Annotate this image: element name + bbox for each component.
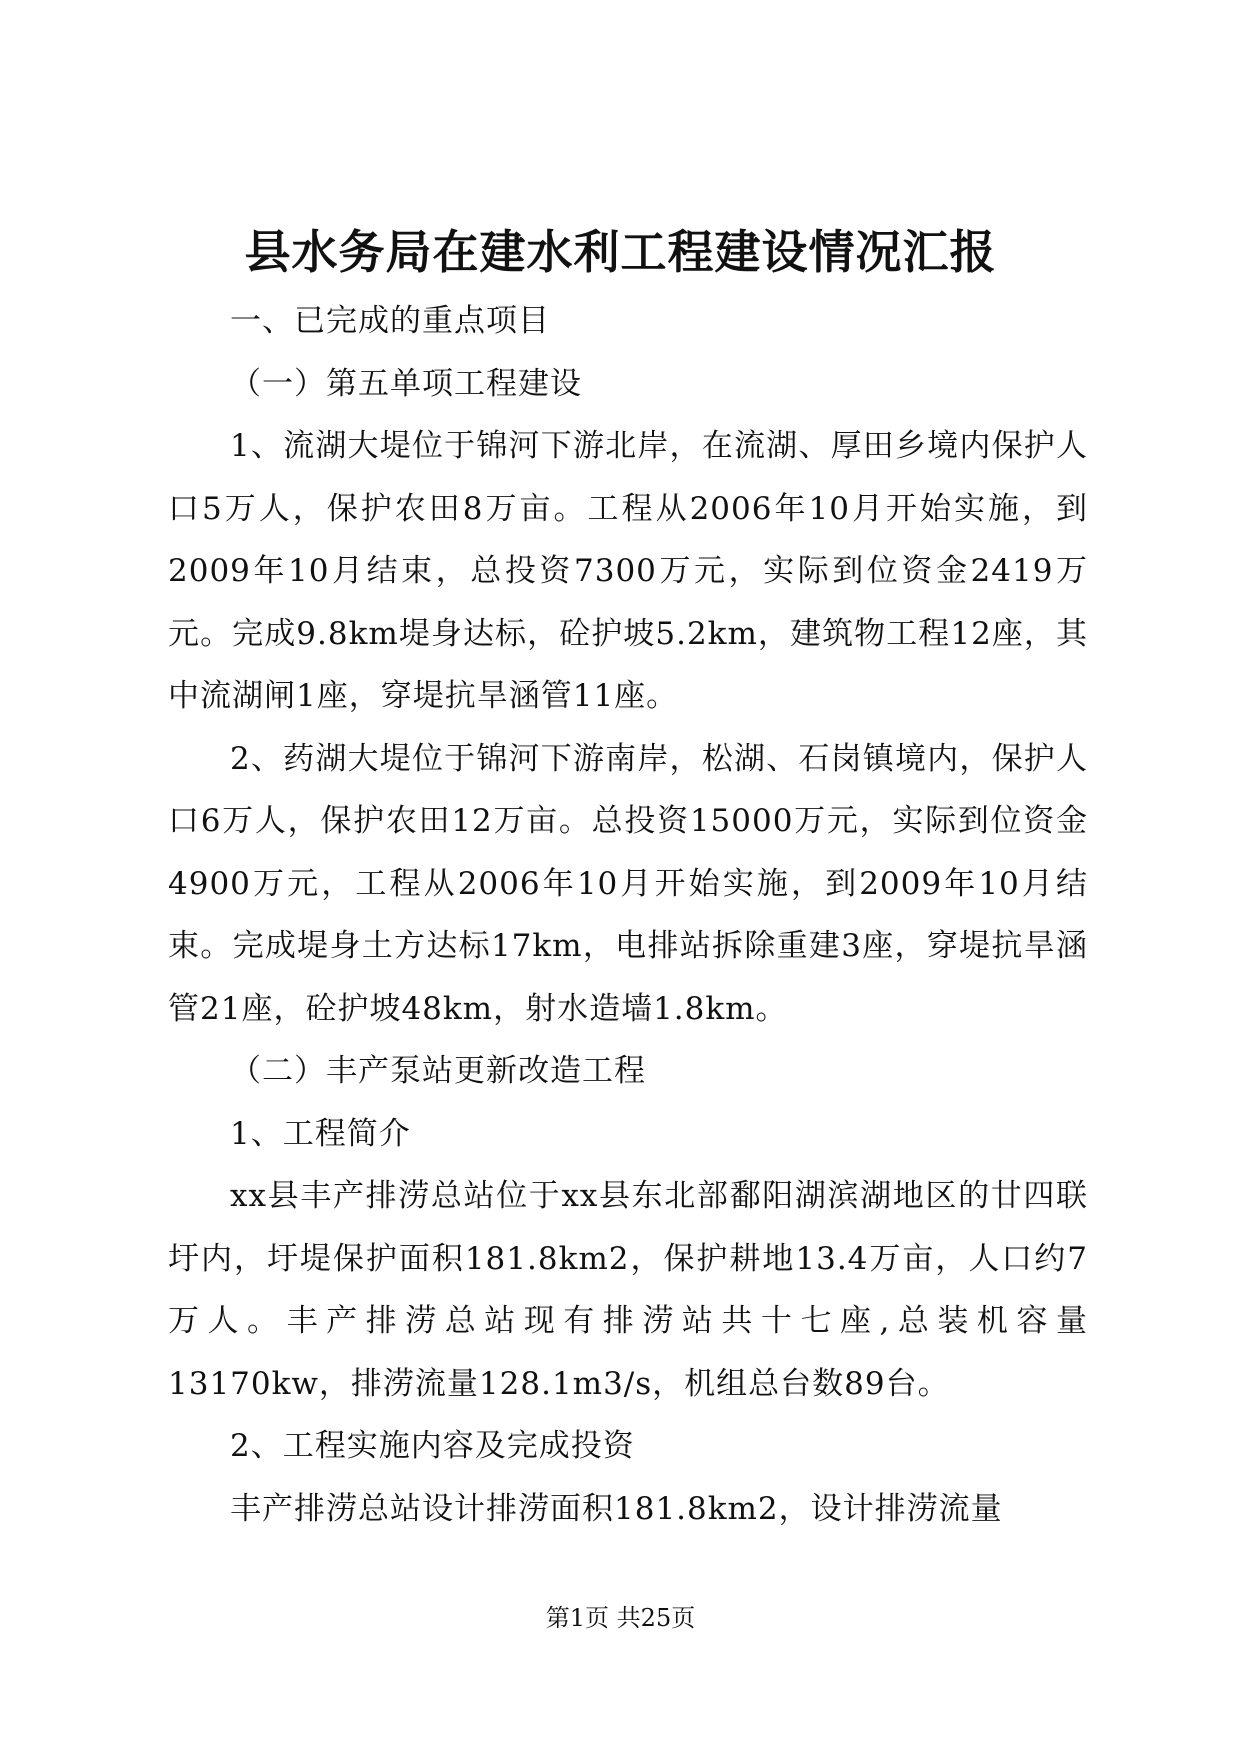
subsection-heading: （二）丰产泵站更新改造工程 [230,1053,646,1089]
document-body [168,290,1088,1540]
body-paragraph: 丰产排涝总站设计排涝面积181.8km2，设计排涝流量 [230,1490,1003,1527]
subsection-heading: （一）第五单项工程建设 [230,365,582,402]
item-heading: 2、工程实施内容及完成投资 [230,1428,635,1464]
item-heading: 1、工程简介 [230,1115,411,1152]
page-number-footer: 第1页 共25页 [545,1604,696,1632]
body-paragraph: 1、流湖大堤位于锦河下游北岸，在流湖、厚田乡境内保护人口5万人，保护农田8万亩。工程从2006年10月开始实施，到2009年10月结束，总投资7300万元，实际到位资金2419万元。完成9.8km堤身达标，砼护坡5.2km，建筑物工程12座，其中流湖闸1座，穿堤抗旱涵管11座。 [168,428,1088,714]
document-title: 县水务局在建水利工程建设情况汇报 [244,225,997,279]
body-paragraph: xx县丰产排涝总站位于xx县东北部鄱阳湖滨湖地区的廿四联圩内，圩堤保护面积181.8km2，保护耕地13.4万亩，人口约7万人。丰产排涝总站现有排涝站共十七座,总装机容量13170kw，排涝流量128.1m3/s，机组总台数89台。 [168,1178,1088,1402]
body-paragraph: 2、药湖大堤位于锦河下游南岸，松湖、石岗镇境内，保护人口6万人，保护农田12万亩。总投资15000万元，实际到位资金4900万元，工程从2006年10月开始实施，到2009年10月结束。完成堤身土方达标17km，电排站拆除重建3座，穿堤抗旱涵管21座，砼护坡48km，射水造墙1.8km。 [168,740,1088,1027]
section-heading: 一、已完成的重点项目 [230,303,550,339]
